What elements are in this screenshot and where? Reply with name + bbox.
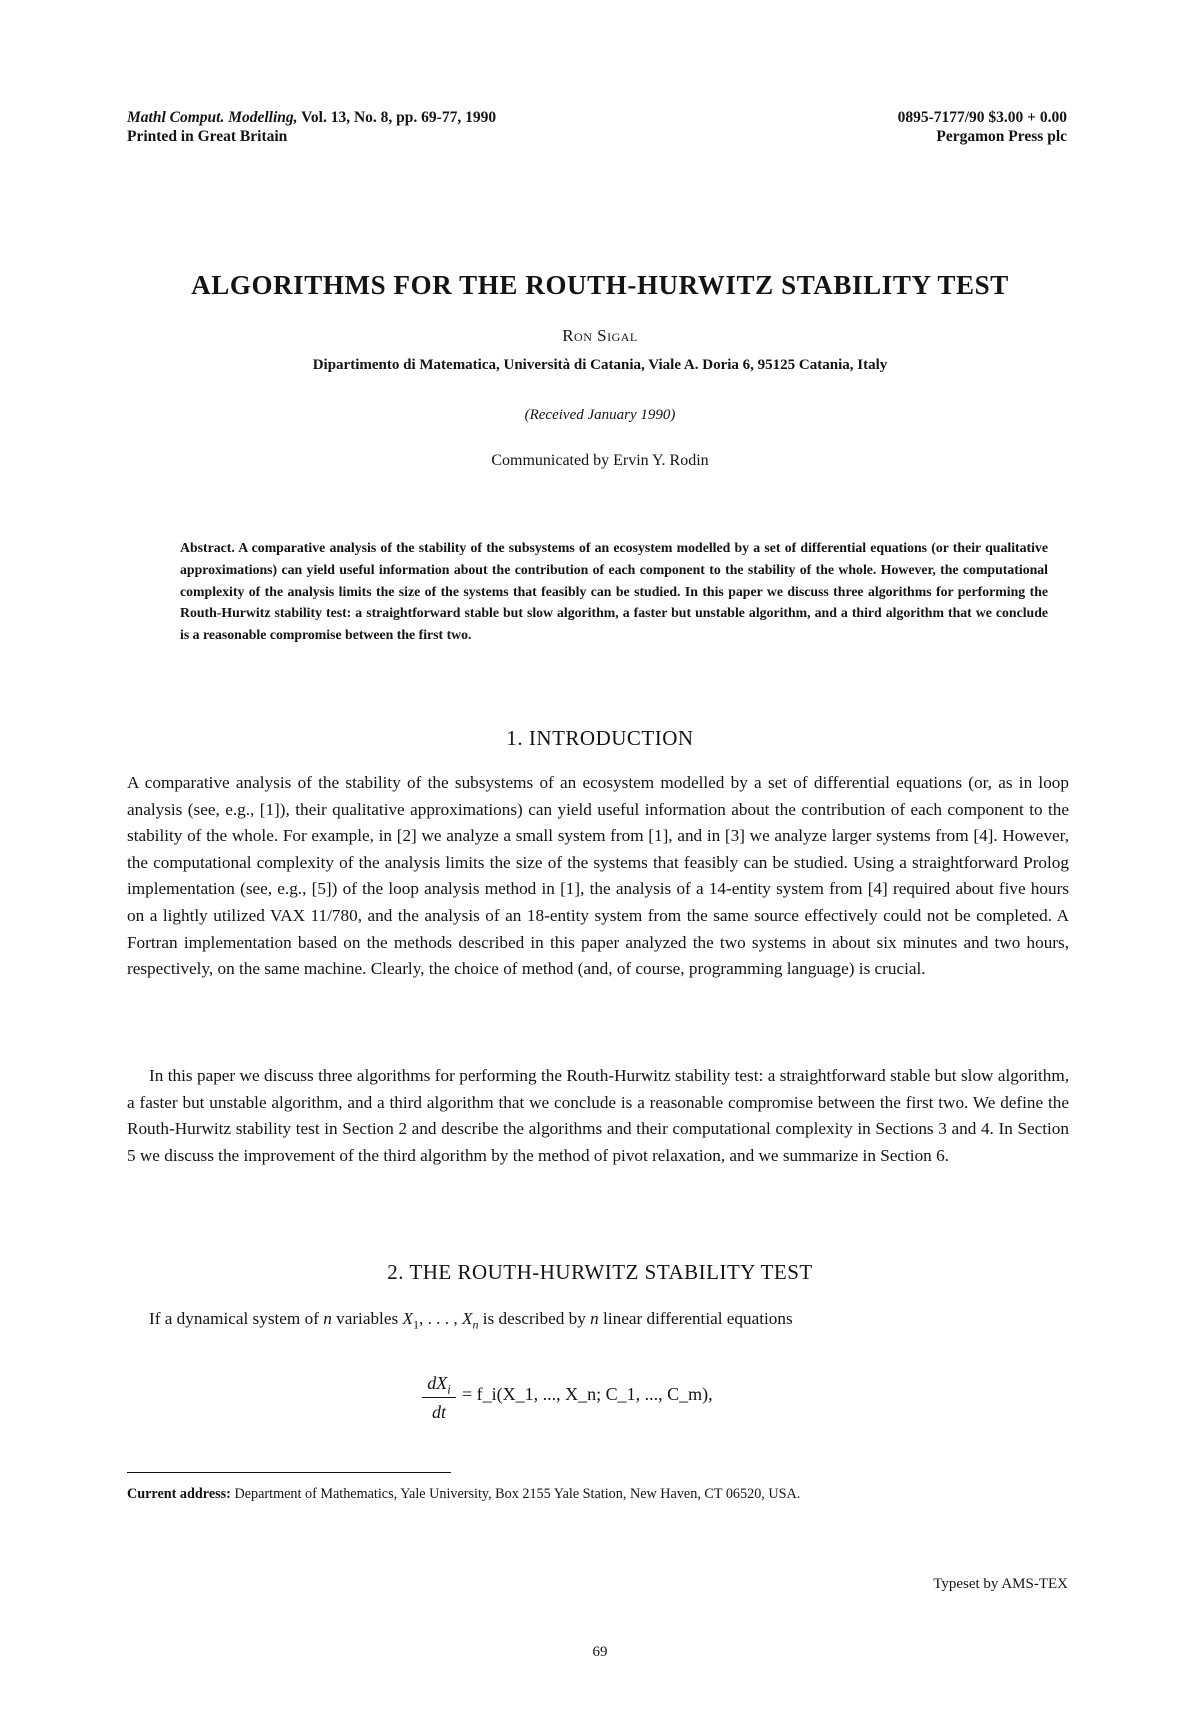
issn-price: 0895-7177/90 $3.00 + 0.00 [897,109,1067,126]
fraction-bar [422,1397,456,1398]
equation-rhs: = f_i(X_1, ..., X_n; C_1, ..., C_m), [462,1384,713,1404]
abstract [180,537,1048,646]
footnote-text: Department of Mathematics, Yale University, Box 2155 Yale Station, New Haven, CT 06520, USA. [234,1486,801,1502]
abstract-text: A comparative analysis of the stability of the subsystems of an ecosystem modelled by a set of differential equations (or their qualitative approximations) can yield useful information about the contribution of each component to the stability of the whole. However, the computational complexity of the analysis limits the size of the systems that feasibly can be studied. In this paper we discuss three algorithms for performing the Routh-Hurwitz stability test: a straightforward stable but slow algorithm, a faster but unstable algorithm, and a third algorithm that we conclude is a reasonable compromise between the first two. [180,540,1048,643]
derivative-fraction [422,1370,456,1425]
fraction-denominator: dt [431,1402,446,1423]
footnote-label: Current address: [127,1486,231,1502]
typeset-credit: Typeset by AMS-TEX [933,1576,1068,1592]
intro-paragraph-2: In this paper we discuss three algorithms for performing the Routh-Hurwitz stability test: a straightforward stable but slow algorithm, a faster but unstable algorithm, and a third algorithm that we conclude is a reasonable compromise between the first two. We define the Routh-Hurwitz stability test in Section 2 and describe the algorithms and their computational complexity in Sections 3 and 4. In Section 5 we discuss the improvement of the third algorithm by the method of pivot relaxation, and we summarize in Section 6. [127,1066,1069,1165]
author-affiliation: Dipartimento di Matematica, Università di Catania, Viale A. Doria 6, 95125 Catania, Italy [312,357,888,373]
communicated-by: Communicated by Ervin Y. Rodin [491,452,709,469]
footnote-rule [127,1472,451,1473]
running-header-right [898,108,1067,146]
section-heading-routh-hurwitz: 2. THE ROUTH-HURWITZ STABILITY TEST [387,1260,813,1284]
publisher: Pergamon Press plc [936,128,1067,145]
intro-paragraph-1: A comparative analysis of the stability of the subsystems of an ecosystem modelled by a set of differential equations (or, as in loop analysis (see, e.g., [1]), their qualitative approximations) can yield useful information about the contribution of each component to the stability of the whole. For example, in [2] we analyze a small system from [1], and in [3] we analyze larger systems from [4]. However, the computational complexity of the analysis limits the size of the systems that feasibly can be studied. Using a straightforward Prolog implementation (see, e.g., [5]) of the loop analysis method in [1], the analysis of a 14-entity system from [4] required about five hours on a lightly utilized VAX 11/780, and the analysis of an 18-entity system from the same source effectively could not be completed. A Fortran implementation based on the methods described in this paper analyzed the two systems in about six minutes and two hours, respectively, on the same machine. Clearly, the choice of method (and, of course, programming language) is crucial. [127,773,1069,979]
running-header-left [127,108,496,146]
footnote [127,1484,1069,1505]
paper-title: ALGORITHMS FOR THE ROUTH-HURWITZ STABILITY TEST [191,270,1009,300]
journal-citation: Mathl Comput. Modelling, Vol. 13, No. 8, pp. 69-77, 1990 [127,109,497,126]
differential-equation [0,1370,1200,1430]
printed-in: Printed in Great Britain [127,128,288,145]
section-heading-introduction: 1. INTRODUCTION [506,726,694,750]
fraction-numerator: $dX_i$ [427,1373,451,1397]
received-date: (Received January 1990) [524,407,676,423]
author-name: Ron Sigal [562,326,638,345]
abstract-label: Abstract. [180,540,235,555]
page-number: 69 [592,1644,608,1660]
section2-paragraph-1: If a dynamical system of n variables $X_1$, . . . , $X_n$ is described by n linear differential equations [149,1309,793,1332]
